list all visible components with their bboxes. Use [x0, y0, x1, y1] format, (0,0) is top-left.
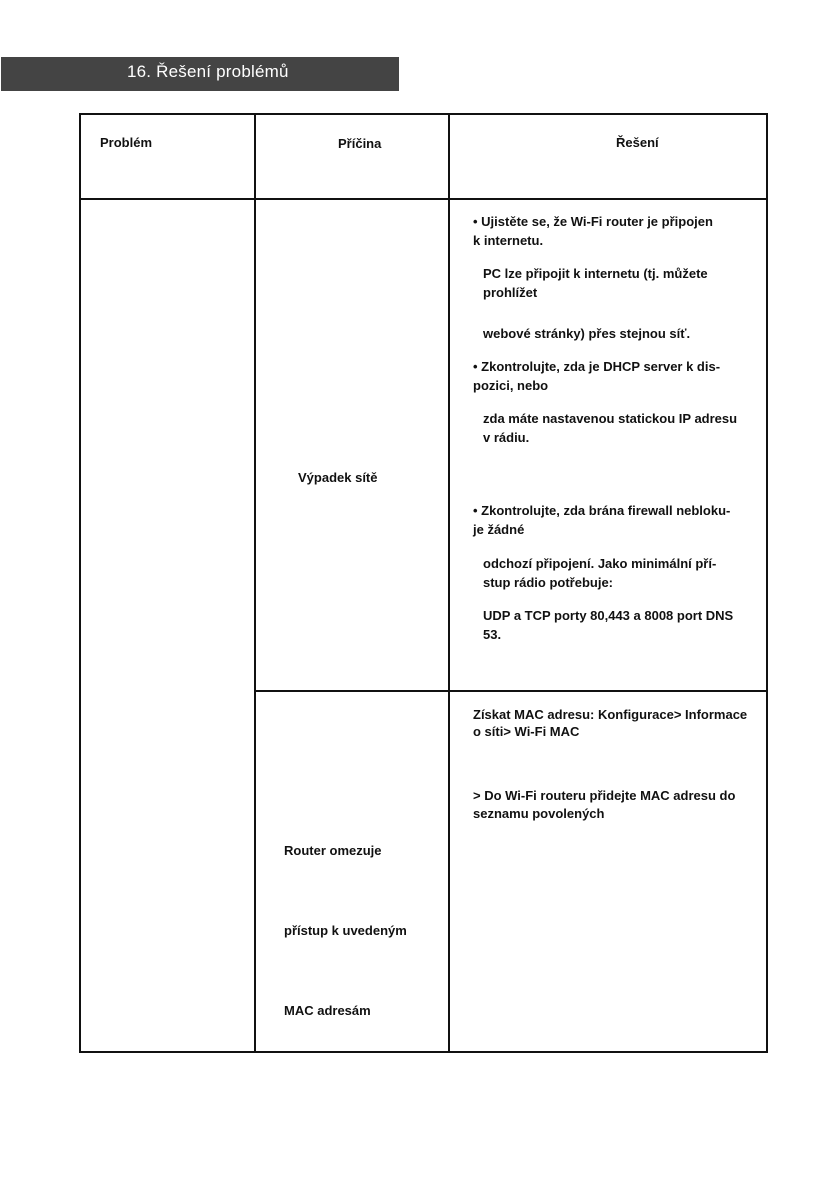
solution-line: • Zkontrolujte, zda brána firewall nebloku- — [473, 503, 731, 518]
solution-line: 53. — [483, 627, 502, 642]
solution-line: k internetu. — [473, 233, 544, 248]
solution-line: je žádné — [473, 522, 525, 537]
header-cell-solution — [448, 113, 768, 200]
solution-line: webové stránky) přes stejnou síť. — [483, 326, 691, 341]
cause-line: přístup k uvedeným — [284, 923, 407, 938]
solution-line: UDP a TCP porty 80,443 a 8008 port DNS — [483, 608, 734, 623]
solution-line: • Ujistěte se, že Wi-Fi router je připojen — [473, 214, 713, 229]
solution-line: stup rádio potřebuje: — [483, 575, 613, 590]
solution-line: PC lze připojit k internetu (tj. můžete — [483, 266, 708, 281]
solution-cell-network-outage — [448, 198, 768, 692]
problem-cell — [79, 198, 256, 1053]
solution-line: seznamu povolených — [473, 806, 605, 821]
section-banner — [1, 57, 399, 91]
solution-line: o síti> Wi-Fi MAC — [473, 724, 580, 739]
section-title: 16. Řešení problémů — [127, 62, 289, 81]
solution-line: odchozí připojení. Jako minimální pří- — [483, 556, 717, 571]
solution-line: zda máte nastavenou statickou IP adresu — [483, 411, 738, 426]
solution-line: > Do Wi-Fi routeru přidejte MAC adresu do — [473, 788, 736, 803]
solution-line: v rádiu. — [483, 430, 530, 445]
header-problem: Problém — [100, 135, 153, 150]
solution-line: prohlížet — [483, 285, 538, 300]
cause-network-outage: Výpadek sítě — [298, 470, 378, 485]
solution-line: • Zkontrolujte, zda je DHCP server k dis- — [473, 359, 721, 374]
cause-line: Router omezuje — [284, 843, 382, 858]
solution-line: Získat MAC adresu: Konfigurace> Informace — [473, 707, 748, 722]
cause-cell-mac-filter — [254, 690, 450, 1053]
header-cell-cause — [254, 113, 450, 200]
header-solution: Řešení — [616, 135, 659, 150]
solution-line: pozici, nebo — [473, 378, 549, 393]
header-cell-problem — [79, 113, 256, 200]
cause-line: MAC adresám — [284, 1003, 371, 1018]
cause-cell-network-outage — [254, 198, 450, 692]
solution-cell-mac-filter — [448, 690, 768, 1053]
header-cause: Příčina — [338, 136, 382, 151]
